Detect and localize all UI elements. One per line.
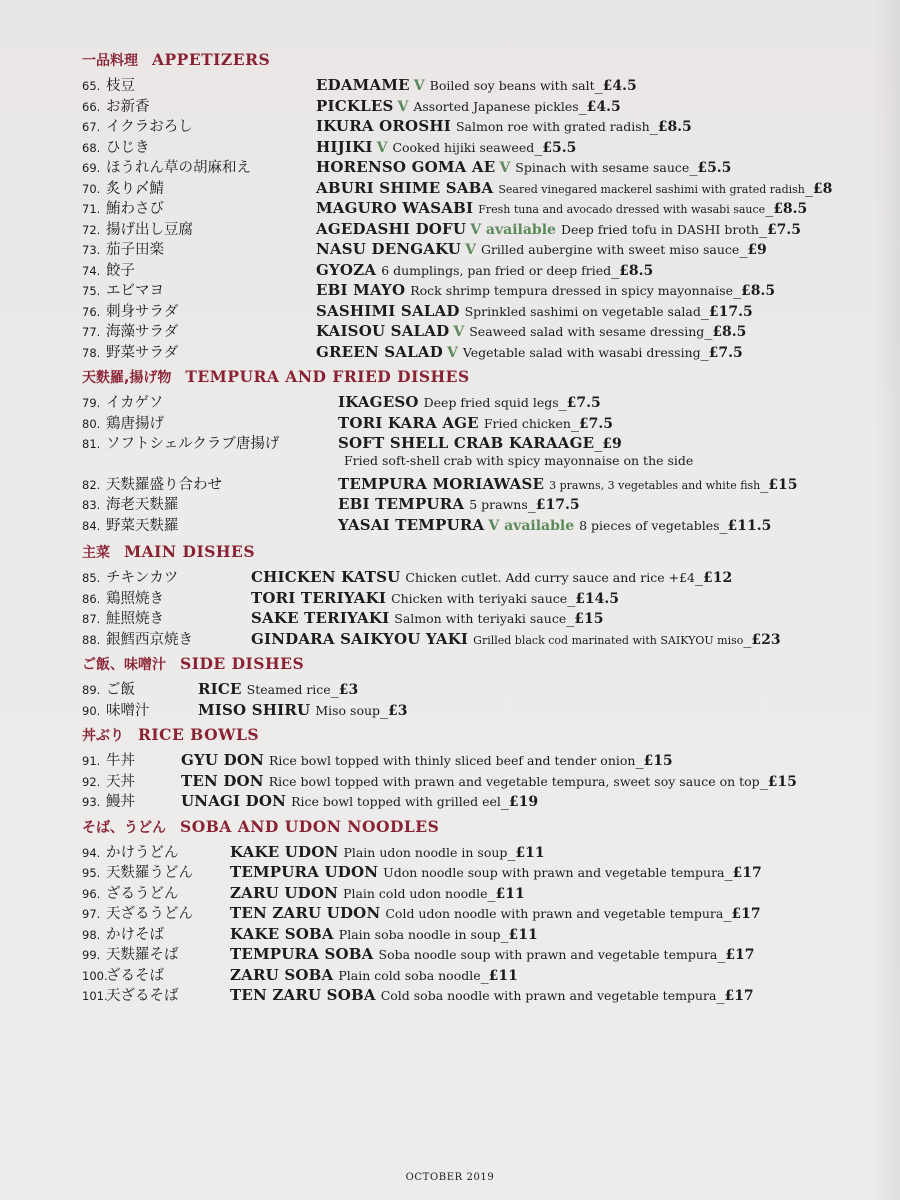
item-number: 90.	[82, 703, 101, 718]
item-price: £12	[703, 570, 733, 586]
section-title-en: APPETIZERS	[152, 50, 271, 69]
menu-item: 97. 天ざるうどん TEN ZARU UDON Cold udon noodle with prawn and vegetable tempura _ £17	[82, 903, 761, 922]
item-number: 91.	[82, 754, 101, 768]
item-name-jp: 野菜天麩羅	[106, 517, 179, 534]
item-name-en: IKURA OROSHI	[316, 117, 451, 135]
vegetarian-marker: V	[376, 139, 388, 156]
item-price: £8	[812, 180, 833, 197]
item-name-en: TORI KARA AGE	[338, 413, 479, 432]
menu-item: 94. かけうどん KAKE UDON Plain udon noodle in soup _ £11	[82, 841, 545, 861]
item-name-jp: 天麩羅そば	[106, 947, 179, 963]
item-name-jp: 天ざるそば	[106, 988, 179, 1004]
menu-item: 67. イクラおろし IKURA OROSHI Salmon roe with grated radish _ £8.5	[82, 116, 692, 135]
item-name-en: ZARU SOBA	[230, 965, 334, 984]
item-price: £5.5	[542, 139, 577, 156]
item-description: Rice bowl topped with thinly sliced beef and tender onion	[269, 753, 636, 768]
item-description: Seared vinegared mackerel sashimi with grated radish	[498, 182, 805, 196]
item-name-en: TEMPURA SOBA	[230, 945, 374, 963]
item-price: £19	[508, 794, 539, 810]
item-description: Cooked hijiki seaweed	[392, 139, 535, 155]
item-number: 98.	[82, 927, 101, 942]
item-name-jp: 揚げ出し豆腐	[106, 221, 193, 238]
item-description: 5 prawns	[469, 497, 528, 512]
menu-item: 86. 鶏照焼き TORI TERIYAKI Chicken with teriyaki sauce _ £14.5	[82, 587, 620, 607]
item-price: £9	[747, 242, 767, 258]
item-name-en: TORI TERIYAKI	[251, 588, 387, 607]
item-price: £7.5	[766, 221, 802, 238]
item-name-jp: 牛丼	[106, 753, 135, 769]
item-description: Rice bowl topped with grilled eel	[291, 794, 501, 809]
section-title-en: SOBA AND UDON NOODLES	[180, 816, 440, 836]
item-price: £5.5	[697, 160, 732, 176]
item-price: £11	[508, 926, 538, 943]
vegetarian-marker: V	[413, 78, 425, 94]
item-number: 96.	[82, 886, 101, 901]
menu-section	[82, 50, 882, 361]
item-name-en: SOFT SHELL CRAB KARAAGE	[338, 434, 595, 452]
item-name-en: HIJIKI	[316, 137, 373, 156]
menu-item: 69. ほうれん草の胡麻和え HORENSO GOMA AE V Spinach with sesame sauce _ £5.5	[82, 157, 732, 176]
vegetarian-marker: V available	[488, 517, 575, 534]
item-name-en: GYU DON	[181, 751, 265, 769]
item-name-en: GREEN SALAD	[316, 342, 443, 361]
item-name-en: UNAGI DON	[181, 792, 287, 810]
item-name-jp: ざるそば	[106, 967, 164, 984]
item-description: Udon noodle soup with prawn and vegetable tempura	[383, 865, 725, 880]
item-name-en: KAISOU SALAD	[316, 322, 450, 340]
item-name-en: TEMPURA UDON	[230, 863, 379, 881]
item-number: 95.	[82, 866, 101, 880]
item-description: Chicken with teriyaki sauce	[391, 590, 568, 606]
item-name-en: MISO SHIRU	[198, 700, 311, 719]
item-price: £15	[574, 611, 604, 627]
item-name-jp: 鮪わさび	[106, 201, 164, 217]
item-number: 76.	[82, 304, 101, 319]
item-description: Vegetable salad with wasabi dressing	[462, 344, 701, 360]
menu-item: 82. 天麩羅盛り合わせ TEMPURA MORIAWASE 3 prawns, 3 vegetables and white fish _ £15	[82, 473, 798, 493]
item-price: £11.5	[727, 517, 772, 534]
menu-item: 83. 海老天麩羅 EBI TEMPURA 5 prawns _ £17.5	[82, 494, 580, 513]
item-name-jp: 野菜サラダ	[106, 344, 179, 361]
section-title-jp: 主菜	[82, 545, 110, 561]
menu-item: 78. 野菜サラダ GREEN SALAD V Vegetable salad with wasabi dressing _ £7.5	[82, 341, 743, 361]
menu-item: 70. 炙り〆鯖 ABURI SHIME SABA Seared vinegared mackerel sashimi with grated radish _ £8	[82, 177, 833, 197]
item-number: 69.	[82, 161, 101, 175]
vegetarian-marker: V	[499, 160, 511, 176]
item-name-en: GYOZA	[316, 260, 377, 279]
item-price: £8.5	[619, 262, 654, 279]
item-name-jp: エビマヨ	[106, 283, 164, 299]
item-number: 75.	[82, 284, 101, 298]
item-description: Cold udon noodle with prawn and vegetable tempura	[385, 906, 724, 921]
menu-item: 75. エビマヨ EBI MAYO Rock shrimp tempura dressed in spicy mayonnaise _ £8.5	[82, 280, 776, 299]
item-price: £9	[602, 436, 622, 452]
item-description: Assorted Japanese pickles	[413, 98, 579, 114]
menu-item: 77. 海藻サラダ KAISOU SALAD V Seaweed salad with sesame dressing _ £8.5	[82, 321, 747, 340]
item-number: 82.	[82, 477, 101, 492]
item-number: 70.	[82, 181, 101, 196]
item-description: Plain soba noodle in soup	[338, 926, 501, 942]
item-name-jp: 天麩羅盛り合わせ	[106, 476, 222, 493]
item-name-en: TEN ZARU SOBA	[230, 986, 376, 1004]
item-name-jp: 炙り〆鯖	[106, 180, 164, 197]
item-number: 92.	[82, 774, 101, 789]
section-heading	[82, 50, 882, 74]
item-number: 93.	[82, 795, 101, 809]
item-number: 80.	[82, 416, 101, 431]
item-name-jp: 鶏唐揚げ	[106, 415, 164, 432]
item-name-en: TEN DON	[181, 771, 264, 790]
item-name-jp: 海老天麩羅	[106, 497, 179, 513]
item-price: £7.5	[566, 395, 601, 411]
vegetarian-marker: V	[446, 344, 458, 361]
menu-item: 85. チキンカツ CHICKEN KATSU Chicken cutlet. Add curry sauce and rice +£4 _ £12	[82, 567, 733, 586]
menu-item: 76. 刺身サラダ SASHIMI SALAD Sprinkled sashimi on vegetable salad _ £17.5	[82, 300, 753, 320]
item-name-en: MAGURO WASABI	[316, 199, 474, 217]
menu-item: 95. 天麩羅うどん TEMPURA UDON Udon noodle soup with prawn and vegetable tempura _ £17	[82, 862, 762, 881]
item-number: 87.	[82, 612, 101, 626]
item-description: Fried chicken	[483, 415, 571, 431]
menu-item: 84. 野菜天麩羅 YASAI TEMPURA V available 8 pieces of vegetables _ £11.5	[82, 514, 772, 534]
item-number: 68.	[82, 140, 101, 155]
menu-item: 99. 天麩羅そば TEMPURA SOBA Soba noodle soup with prawn and vegetable tempura _ £17	[82, 944, 755, 963]
item-note: Fried soft-shell crab with spicy mayonnaise on the side	[344, 452, 694, 468]
menu-item: 66. お新香 PICKLES V Assorted Japanese pickles _ £4.5	[82, 95, 621, 115]
item-name-jp: イクラおろし	[106, 119, 193, 135]
item-name-jp: ご飯	[106, 682, 135, 698]
menu-item: 79. イカゲソ IKAGESO Deep fried squid legs _ £7.5	[82, 392, 601, 411]
item-number: 66.	[82, 99, 101, 114]
item-description: Salmon roe with grated radish	[455, 119, 650, 134]
item-description: Boiled soy beans with salt	[429, 78, 595, 93]
menu-item: 101. 天ざるそば TEN ZARU SOBA Cold soba noodle with prawn and vegetable tempura _ £17	[82, 985, 754, 1004]
menu-section	[82, 817, 882, 1005]
item-name-jp: ソフトシェルクラブ唐揚げ	[106, 436, 280, 452]
item-description: Grilled black cod marinated with SAIKYOU miso	[473, 633, 744, 647]
item-name-en: HORENSO GOMA AE	[316, 158, 496, 176]
menu-section	[82, 542, 882, 648]
item-name-jp: 銀鱈西京焼き	[106, 631, 193, 648]
item-name-jp: イカゲソ	[106, 395, 164, 411]
item-number: 100.	[82, 968, 108, 983]
item-name-jp: ひじき	[106, 139, 150, 156]
menu-item: 91. 牛丼 GYU DON Rice bowl topped with thinly sliced beef and tender onion _ £15	[82, 750, 673, 769]
menu-item: 98. かけそば KAKE SOBA Plain soba noodle in soup _ £11	[82, 923, 538, 943]
item-number: 88.	[82, 632, 101, 647]
item-name-jp: ほうれん草の胡麻和え	[106, 160, 251, 176]
item-number: 99.	[82, 948, 101, 962]
item-description: Seaweed salad with sesame dressing	[469, 324, 705, 339]
item-price: £17	[731, 906, 761, 922]
item-name-jp: 餃子	[106, 262, 135, 279]
item-description: Fresh tuna and avocado dressed with wasabi sauce	[478, 203, 766, 216]
section-heading	[82, 542, 882, 566]
item-description: Plain udon noodle in soup	[343, 844, 508, 860]
menu-item: 90. 味噌汁 MISO SHIRU Miso soup _ £3	[82, 699, 408, 719]
section-title-jp: そば、うどん	[82, 819, 166, 836]
section-title-jp: ご飯、味噌汁	[82, 657, 166, 673]
item-price: £15	[643, 753, 673, 769]
item-number: 78.	[82, 345, 101, 360]
item-name-jp: 枝豆	[106, 78, 135, 94]
menu-item: 65. 枝豆 EDAMAME V Boiled soy beans with salt _ £4.5	[82, 75, 637, 94]
menu-item: 93. 鰻丼 UNAGI DON Rice bowl topped with grilled eel _ £19	[82, 791, 539, 810]
item-number: 97.	[82, 907, 101, 921]
item-number: 74.	[82, 263, 101, 278]
menu-section	[82, 367, 882, 534]
item-price: £11	[488, 967, 518, 984]
item-name-jp: 茄子田楽	[106, 242, 164, 258]
item-description: Soba noodle soup with prawn and vegetable tempura	[378, 947, 718, 962]
item-description: Plain cold soba noodle	[338, 967, 481, 983]
item-name-en: PICKLES	[316, 96, 394, 115]
item-price: £14.5	[575, 590, 620, 607]
item-name-en: YASAI TEMPURA	[338, 515, 485, 534]
menu-date-footer: OCTOBER 2019	[405, 1172, 495, 1183]
item-name-en: SAKE TERIYAKI	[251, 609, 390, 627]
section-title-jp: 天麩羅,揚げ物	[82, 370, 172, 386]
menu-item: 81. ソフトシェルクラブ唐揚げ SOFT SHELL CRAB KARAAGE _ £9	[82, 433, 622, 452]
item-price: £15	[767, 773, 797, 790]
item-name-en: NASU DENGAKU	[316, 240, 462, 258]
menu-item: 87. 鮭照焼き SAKE TERIYAKI Salmon with teriyaki sauce _ £15	[82, 608, 604, 627]
vegetarian-marker: V available	[470, 221, 556, 238]
item-description: Rice bowl topped with prawn and vegetable tempura, sweet soy sauce on top	[268, 773, 760, 789]
item-description: Miso soup	[315, 702, 381, 718]
item-name-en: RICE	[198, 680, 242, 698]
menu-item: 72. 揚げ出し豆腐 AGEDASHI DOFU V available Deep fried tofu in DASHI broth _ £7.5	[82, 218, 802, 238]
item-name-jp: 鮭照焼き	[106, 611, 164, 627]
item-number: 73.	[82, 243, 101, 257]
item-price: £17	[724, 988, 754, 1004]
item-price: £4.5	[586, 98, 621, 115]
item-price: £23	[751, 631, 781, 648]
item-description: 6 dumplings, pan fried or deep fried	[381, 262, 612, 278]
item-number: 94.	[82, 845, 101, 860]
item-number: 84.	[82, 518, 101, 533]
menu-item: 88. 銀鱈西京焼き GINDARA SAIKYOU YAKI Grilled black cod marinated with SAIKYOU miso _ £23	[82, 628, 781, 648]
item-name-en: AGEDASHI DOFU	[316, 219, 467, 238]
item-number: 85.	[82, 571, 101, 585]
menu-item: 74. 餃子 GYOZA 6 dumplings, pan fried or deep fried _ £8.5	[82, 259, 654, 279]
item-name-jp: 天麩羅うどん	[106, 865, 193, 881]
item-price: £11	[515, 844, 545, 861]
item-number: 86.	[82, 591, 101, 606]
item-description: Plain cold udon noodle	[343, 885, 488, 901]
item-number: 81.	[82, 437, 101, 451]
item-name-jp: 味噌汁	[106, 702, 150, 719]
section-heading	[82, 817, 882, 841]
vegetarian-marker: V	[453, 324, 465, 340]
item-number: 89.	[82, 683, 101, 697]
section-heading	[82, 725, 882, 749]
item-name-en: SASHIMI SALAD	[316, 301, 460, 320]
item-price: £4.5	[602, 78, 637, 94]
item-name-jp: 刺身サラダ	[106, 303, 179, 320]
item-number: 101.	[82, 989, 108, 1003]
item-number: 83.	[82, 498, 101, 512]
vegetarian-marker: V	[465, 242, 476, 258]
item-name-jp: 天ざるうどん	[106, 906, 193, 922]
item-number: 65.	[82, 79, 101, 93]
menu-page	[82, 50, 882, 1005]
item-name-jp: かけうどん	[106, 844, 179, 861]
item-name-en: TEN ZARU UDON	[230, 904, 381, 922]
item-number: 67.	[82, 120, 101, 134]
item-description: Chicken cutlet. Add curry sauce and rice +£4	[405, 570, 695, 585]
menu-item: 68. ひじき HIJIKI V Cooked hijiki seaweed _ £5.5	[82, 136, 577, 156]
vegetarian-marker: V	[397, 98, 409, 115]
item-name-en: CHICKEN KATSU	[251, 568, 401, 586]
item-name-en: GINDARA SAIKYOU YAKI	[251, 629, 469, 648]
section-heading	[82, 654, 882, 678]
item-price: £3	[338, 682, 359, 698]
item-price: £7.5	[578, 415, 614, 432]
item-description: Deep fried squid legs	[423, 395, 559, 410]
menu-section	[82, 725, 882, 811]
item-price: £17	[725, 947, 755, 963]
item-number: 72.	[82, 222, 101, 237]
item-price: £17.5	[708, 303, 753, 320]
item-name-jp: 海藻サラダ	[106, 324, 179, 340]
section-heading	[82, 367, 882, 391]
item-number: 71.	[82, 202, 101, 216]
item-price: £17.5	[535, 497, 580, 513]
item-name-en: EBI MAYO	[316, 281, 406, 299]
section-title-en: RICE BOWLS	[138, 725, 260, 744]
menu-section	[82, 654, 882, 719]
section-title-en: SIDE DISHES	[180, 654, 305, 673]
item-name-jp: 鶏照焼き	[106, 590, 164, 607]
item-description: Deep fried tofu in DASHI broth	[560, 221, 759, 237]
item-name-en: KAKE SOBA	[230, 924, 334, 943]
item-name-jp: ざるうどん	[106, 885, 179, 902]
section-title-jp: 丼ぶり	[82, 728, 124, 744]
item-description: Cold soba noodle with prawn and vegetable tempura	[380, 988, 717, 1003]
item-number: 79.	[82, 396, 101, 410]
menu-item: 100. ざるそば ZARU SOBA Plain cold soba noodle _ £11	[82, 964, 518, 984]
item-price: £8.5	[773, 201, 808, 217]
item-description: Steamed rice	[246, 682, 331, 697]
item-price: £17	[732, 865, 762, 881]
item-price: £8.5	[741, 283, 776, 299]
menu-item: 73. 茄子田楽 NASU DENGAKU V Grilled aubergine with sweet miso sauce _ £9	[82, 239, 767, 258]
section-title-en: MAIN DISHES	[124, 542, 256, 561]
item-description: Sprinkled sashimi on vegetable salad	[464, 303, 701, 319]
menu-item: 96. ざるうどん ZARU UDON Plain cold udon noodle _ £11	[82, 882, 525, 902]
item-price: £8.5	[712, 324, 747, 340]
item-number: 77.	[82, 325, 101, 339]
item-price: £8.5	[657, 119, 692, 135]
item-name-jp: チキンカツ	[106, 570, 179, 586]
item-name-jp: かけそば	[106, 926, 164, 943]
item-description: Grilled aubergine with sweet miso sauce	[480, 242, 740, 257]
section-title-en: TEMPURA AND FRIED DISHES	[185, 367, 470, 386]
menu-item: 71. 鮪わさび MAGURO WASABI Fresh tuna and avocado dressed with wasabi sauce _ £8.5	[82, 198, 808, 217]
item-name-en: IKAGESO	[338, 393, 419, 411]
item-name-en: KAKE UDON	[230, 842, 339, 861]
item-name-jp: 鰻丼	[106, 794, 135, 810]
item-description: 8 pieces of vegetables	[579, 517, 720, 533]
item-description: Rock shrimp tempura dressed in spicy mayonnaise	[410, 283, 734, 298]
item-description: Spinach with sesame sauce	[515, 160, 690, 175]
item-price: £11	[495, 885, 525, 902]
item-name-en: ABURI SHIME SABA	[316, 178, 494, 197]
menu-item: 92. 天丼 TEN DON Rice bowl topped with prawn and vegetable tempura, sweet soy sauce on top _ £15	[82, 770, 797, 790]
item-name-jp: お新香	[106, 98, 150, 115]
item-name-en: TEMPURA MORIAWASE	[338, 474, 545, 493]
item-price: £15	[768, 476, 798, 493]
item-name-en: EBI TEMPURA	[338, 495, 465, 513]
item-name-en: EDAMAME	[316, 76, 410, 94]
menu-item: 80. 鶏唐揚げ TORI KARA AGE Fried chicken _ £7.5	[82, 412, 614, 432]
item-price: £7.5	[708, 344, 743, 361]
item-name-en: ZARU UDON	[230, 883, 339, 902]
item-description: Salmon with teriyaki sauce	[394, 611, 567, 626]
item-price: £3	[388, 702, 408, 719]
item-description: 3 prawns, 3 vegetables and white fish	[549, 478, 761, 492]
section-title-jp: 一品料理	[82, 53, 138, 69]
menu-item: 89. ご飯 RICE Steamed rice _ £3	[82, 679, 359, 698]
item-name-jp: 天丼	[106, 773, 135, 790]
